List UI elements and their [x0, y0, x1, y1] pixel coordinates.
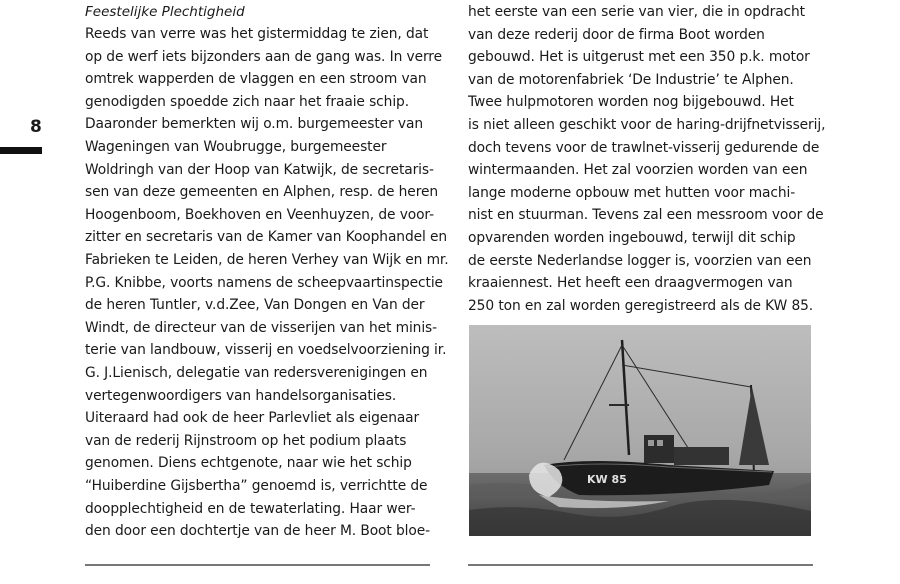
text-line: doopplechtigheid en de tewaterlating. Haar wer- [85, 500, 416, 517]
text-line: van de rederij Rijnstroom op het podium plaats [85, 432, 407, 449]
text-line: Woldringh van der Hoop van Katwijk, de secretaris- [85, 161, 434, 178]
text-line: Daaronder bemerkten wij o.m. burgemeester van [85, 116, 423, 133]
right-bottom-rule [468, 564, 813, 566]
margin-bar [0, 147, 42, 154]
ship-photo-drawing [469, 325, 811, 536]
text-line: G. J.Lienisch, delegatie van redersverenigingen en [85, 365, 428, 381]
text-line: nist en stuurman. Tevens zal een messroom voor de [468, 207, 824, 224]
text-line: Hoogenboom, Boekhoven en Veenhuyzen, de voor- [85, 206, 435, 223]
text-line: het eerste van een serie van vier, die in opdracht [468, 4, 805, 20]
text-line: van deze rederij door de firma Boot worden [468, 26, 765, 43]
text-line: Windt, de directeur van de visserijen van het minis- [85, 319, 438, 336]
page-number: 8 [30, 117, 42, 137]
text-line: den door een dochtertje van de heer M. Boot bloe- [85, 523, 430, 540]
text-line: de heren Tuntler, v.d.Zee, Van Dongen en Van der [85, 297, 425, 314]
text-line: zitter en secretaris van de Kamer van Koophandel en [85, 229, 448, 246]
text-line: terie van landbouw, visserij en voedselvoorziening ir. [85, 342, 447, 359]
text-line: genodigden spoedde zich naar het fraaie schip. [85, 93, 409, 110]
text-line: 250 ton en zal worden geregistreerd als de KW 85. [468, 297, 814, 314]
text-line: doch tevens voor de trawlnet-visserij gedurende de [468, 139, 820, 156]
text-line: opvarenden worden ingebouwd, terwijl dit schip [468, 230, 796, 246]
text-line: genomen. Diens echtgenote, naar wie het schip [85, 455, 412, 472]
text-line: gebouwd. Het is uitgerust met een 350 p.k. motor [468, 49, 810, 66]
text-line: Uiteraard had ook de heer Parlevliet als eigenaar [85, 410, 420, 427]
text-line: vertegenwoordigers van handelsorganisaties. [85, 387, 397, 404]
text-line: Twee hulpmotoren worden nog bijgebouwd. Het [468, 94, 794, 111]
text-line: van de motorenfabriek ‘De Industrie’ te Alphen. [468, 71, 794, 88]
text-line: Wageningen van Woubrugge, burgemeester [85, 139, 387, 155]
text-line: sen van deze gemeenten en Alphen, resp. de heren [85, 184, 438, 201]
text-line: P.G. Knibbe, voorts namens de scheepvaartinspectie [85, 274, 443, 291]
text-line: wintermaanden. Het zal voorzien worden van een [468, 162, 808, 179]
hull-marking: KW 85 [587, 473, 627, 486]
text-line: omtrek wapperden de vlaggen en een stroom van [85, 71, 427, 88]
text-line: Fabrieken te Leiden, de heren Verhey van Wijk en mr. [85, 252, 449, 268]
text-line: de eerste Nederlandse logger is, voorzien van een [468, 252, 812, 269]
left-bottom-rule [85, 564, 430, 566]
text-line: lange moderne opbouw met hutten voor machi- [468, 184, 796, 201]
text-line: op de werf iets bijzonders aan de gang was. In verre [85, 48, 442, 65]
article-heading: Feestelijke Plechtigheid [85, 4, 245, 20]
text-line: “Huiberdine Gijsbertha” genoemd is, verrichtte de [85, 478, 428, 494]
text-line: is niet alleen geschikt voor de haring-drijfnetvisserij, [468, 117, 826, 133]
text-line: kraaiennest. Het heeft een draagvermogen van [468, 275, 793, 292]
text-line: Reeds van verre was het gistermiddag te zien, dat [85, 26, 429, 42]
ship-photo [469, 325, 811, 536]
